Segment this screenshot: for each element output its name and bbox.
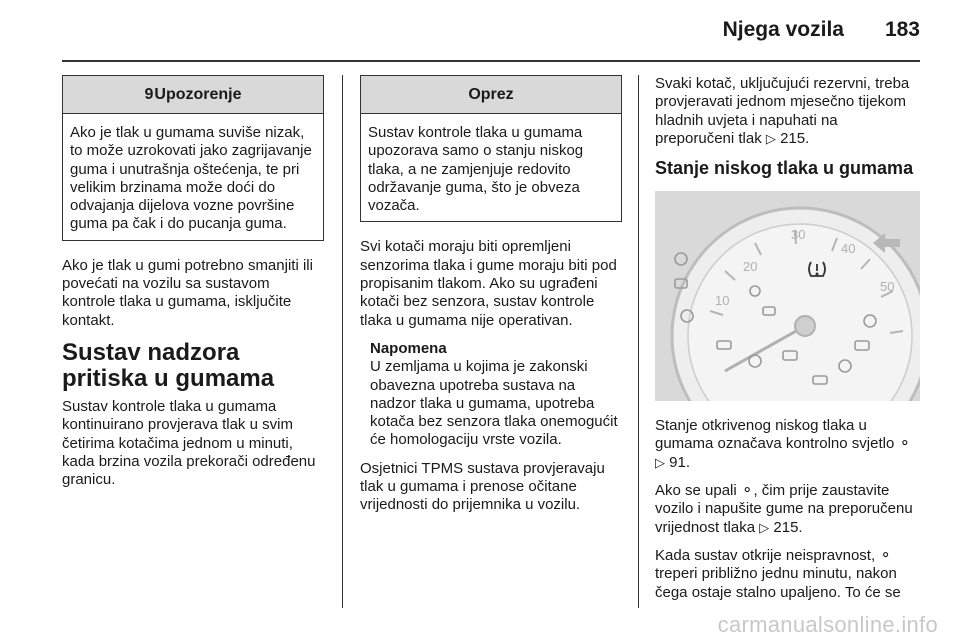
gauge-tick-label: 40 bbox=[841, 241, 856, 257]
page-header bbox=[62, 0, 920, 60]
warning-box bbox=[62, 75, 324, 241]
tpms-warning-icon: ⚬ bbox=[898, 435, 912, 453]
warning-triangle-icon: 9 bbox=[144, 86, 154, 103]
column-divider bbox=[342, 75, 343, 608]
paragraph: Ako se upali ⚬, čim prije zaustavite vozilo i napušite gume na preporučenu vrijednost tlaka ▷ 215. bbox=[655, 482, 913, 536]
paragraph: Stanje otkrivenog niskog tlaka u gumama označava kontrolno svjetlo ⚬ ▷ 91. bbox=[655, 417, 912, 471]
warning-box-text: Ako je tlak u gumama suviše nizak, to može uzrokovati jako zagrijavanje guma i unutrašnja oštećenja, te pri velikim brzinama može doći do odvajanja dijelova vozne površine guma pa čak i do pucanja guma. bbox=[70, 124, 312, 233]
caution-box-title: Oprez bbox=[361, 76, 621, 114]
note-block bbox=[360, 340, 622, 450]
section-heading: Stanje niskog tlaka u gumama bbox=[655, 158, 914, 179]
page-ref-arrow-icon: ▷ bbox=[759, 519, 770, 535]
paragraph: Svi kotači moraju biti opremljeni senzorima tlaka i gume moraju biti pod propisanim tlakom. Ako su ugrađeni kotači bez senzora, sustav kontrole tlaka u gumama nije operativan. bbox=[360, 238, 617, 329]
gauge-tick-label: 50 bbox=[880, 279, 895, 295]
column-right bbox=[655, 75, 920, 612]
caution-box bbox=[360, 75, 622, 222]
page-ref-arrow-icon: ▷ bbox=[765, 130, 776, 146]
warning-box-title: Upozorenje bbox=[154, 86, 242, 103]
gauge-tick-label: 10 bbox=[715, 293, 730, 309]
paragraph: Kada sustav otkrije neispravnost, ⚬ treperi približno jednu minutu, nakon čega ostaje stalno upaljeno. To će se bbox=[655, 546, 901, 601]
chapter-title: Njega vozila bbox=[722, 18, 844, 41]
paragraph: Svaki kotač, uključujući rezervni, treba provjeravati jednom mjesečno tijekom hladnih uvjeta i napuhati na preporučeni tlak ▷ 215. bbox=[655, 75, 910, 147]
header-rule bbox=[62, 60, 920, 62]
gauge-tick-label: 30 bbox=[791, 227, 806, 243]
paragraph: Sustav kontrole tlaka u gumama kontinuirano provjerava tlak u svim četirima kotačima jednom u minuti, kada brzina vozila prekorači određenu granicu. bbox=[62, 397, 316, 489]
tpms-warning-icon: ⚬ bbox=[879, 546, 892, 564]
column-middle bbox=[360, 75, 622, 525]
watermark: carmanualsonline.info bbox=[717, 612, 938, 637]
section-heading: Sustav nadzora pritiska u gumama bbox=[62, 338, 275, 392]
tpms-warning-icon: ⚬ bbox=[740, 482, 754, 500]
gauge-tick-label: 20 bbox=[743, 259, 758, 275]
page-ref-arrow-icon: ▷ bbox=[655, 454, 665, 470]
warning-box-header bbox=[63, 76, 323, 114]
paragraph: Osjetnici TPMS sustava provjeravaju tlak u gumama i prenose očitane vrijednosti do prijemnika u vozilu. bbox=[360, 459, 605, 514]
column-divider bbox=[638, 75, 639, 608]
caution-box-text: Sustav kontrole tlaka u gumama upozorava samo o stanju niskog tlaka, a ne zamjenjuje redovito održavanje guma, što je obveza vozača. bbox=[368, 124, 584, 215]
note-title: Napomena bbox=[370, 339, 447, 357]
instrument-cluster-image bbox=[655, 191, 920, 401]
paragraph: Ako je tlak u gumi potrebno smanjiti ili povećati na vozilu sa sustavom kontrole tlaka u gumama, isključite kontakt. bbox=[62, 256, 313, 329]
page-number: 183 bbox=[884, 18, 920, 41]
note-text: U zemljama u kojima je zakonski obavezna upotreba sustava na nadzor tlaka u gumama, upotreba kotača bez senzora tlaka onemogućit će homologaciju vrste vozila. bbox=[370, 358, 618, 449]
column-left bbox=[62, 75, 324, 499]
